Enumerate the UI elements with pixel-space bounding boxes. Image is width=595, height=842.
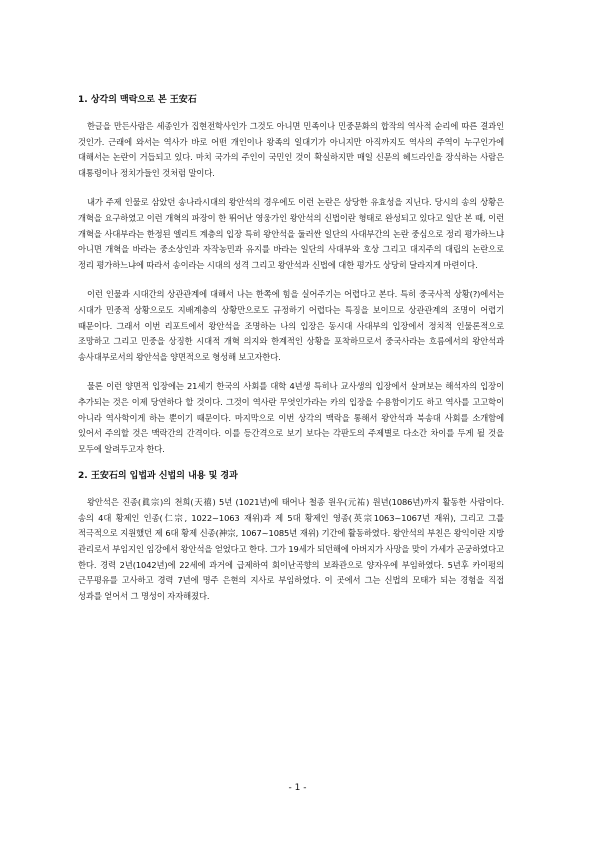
section-2-heading: 2. 王安石의 입법과 신법의 내용 및 경과 — [78, 471, 238, 482]
section-2-paragraph-1: 왕안석은 진종(眞宗)의 천희(天禧) 5년 (1021년)에 태어나 철종 원우(元祐) 원년(1086년)까지 활동한 사람이다. 송의 4대 황제인 인종(仁宗, 1022~1063 재위)과 제 5대 황제인 영종(英宗1063~1067년 재위), 그리고 그를 적극적으로 지원했던 제 6대 황제 신종(神宗, 1067~1085년 재위) 기간에 활동하였다. 왕안석의 부친은 왕익이란 지방 관리로서 부임지인 임강에서 왕안석을 얻었다고 한다. 그가 19세가 되던해에 아버지가 사망을 맞이 가세가 곤궁하였다고 한다. 경력 2년(1042년)에 22세에 과거에 급제하여 회이난곡향의 보좌관으로 양자우에 부임하였다. 5년후 카이펑의 근무평유를 고사하고 경력 7년에 명주 은현의 지사로 부임하였다. 이 곳에서 그는 신법의 모태가 되는 경험을 직접 성과를 얻어서 그 명성이 자자해졌다. — [78, 497, 504, 601]
section-1-heading: 1. 상각의 맥락으로 본 王安石 — [78, 95, 197, 105]
section-1-paragraph-4: 물론 이런 양면적 입장에는 21세기 한국의 사회를 대학 4년생 특히나 교사생의 입장에서 살펴보는 해석자의 입장이 추가되는 것은 이제 당연하다 할 것이다. 그것이 역사란 무엇인가라는 카의 입장을 수용함이기도 하고 역사를 고고학이 아니라 역사학이게 하는 뿐이기 때문이다. 마지막으로 이번 상각의 맥락을 통해서 왕안석과 북송대 사회를 소개함에 있어서 주의할 것은 맥락간의 간격이다. 이를 등간격으로 보기 보다는 각판도의 주제별로 다소간 차이를 두게 될 것을 모두에 알려두고자 한다. — [78, 381, 504, 454]
section-1-paragraph-1: 한글을 만든사람은 세종인가 집현전학사인가 그것도 아니면 민족이나 민중문화의 합작의 역사적 순리에 따른 결과인 것인가. 근래에 와서는 역사가 바로 어떤 개인이나 왕족의 일대기가 아니지만 아직까지도 역사의 주역이 누구인가에 대해서는 논란이 거듭되고 있다. 마치 국가의 주인이 국민인 것이 확실하지만 매일 신문의 헤드라인을 장식하는 사람은 대통령이나 정치가들인 것처럼 말이다. — [78, 121, 504, 178]
page-content — [78, 93, 504, 618]
page-number: - 1 - — [288, 783, 307, 793]
section-1-paragraph-3: 이런 인물과 시대간의 상관관계에 대해서 나는 한쪽에 힘을 실어주기는 어렵다고 본다. 특히 중국사적 상황(?)에서는 시대가 민중적 상황으로도 지배계층의 상황만으로도 규정하기 어렵다는 특징을 보이므로 상관관계의 조명이 어렵기 때문이다. 그래서 이번 리포트에서 왕안석을 조명하는 나의 입장은 동시대 사대부의 입장에서 정치적 인물론적으로 조망하고 그리고 민중을 상징한 시대적 개혁 의지와 한계적인 상황을 포착하므로서 중국사라는 흐름에서의 왕안석과 송사대부로서의 왕안석을 양면적으로 형성해 보고자한다. — [78, 289, 504, 362]
section-1-paragraph-2: 내가 주제 인물로 삼았던 송나라시대의 왕안석의 경우에도 이런 논란은 상당한 유효성을 지닌다. 당시의 송의 상황은 개혁을 요구하였고 이런 개혁의 파장이 한 뛰어난 영웅가인 왕안석의 신법이란 형태로 완성되고 있다고 일단 본 때, 이런 개혁을 사대부라는 한정된 엘리트 계층의 입장 특히 왕안석을 둘러싼 일단의 사대부간의 논란 중심으로 정리 평가하느냐 아니면 개혁을 바라는 중소상인과 자작농민과 유지를 바라는 일단의 사대부와 호상 그리고 대지주의 대립의 논란으로 정리 평가하느냐에 따라서 송이라는 시대의 성격 그리고 왕안석과 신법에 대한 평가도 상당히 달라지게 마련이다. — [78, 197, 504, 270]
